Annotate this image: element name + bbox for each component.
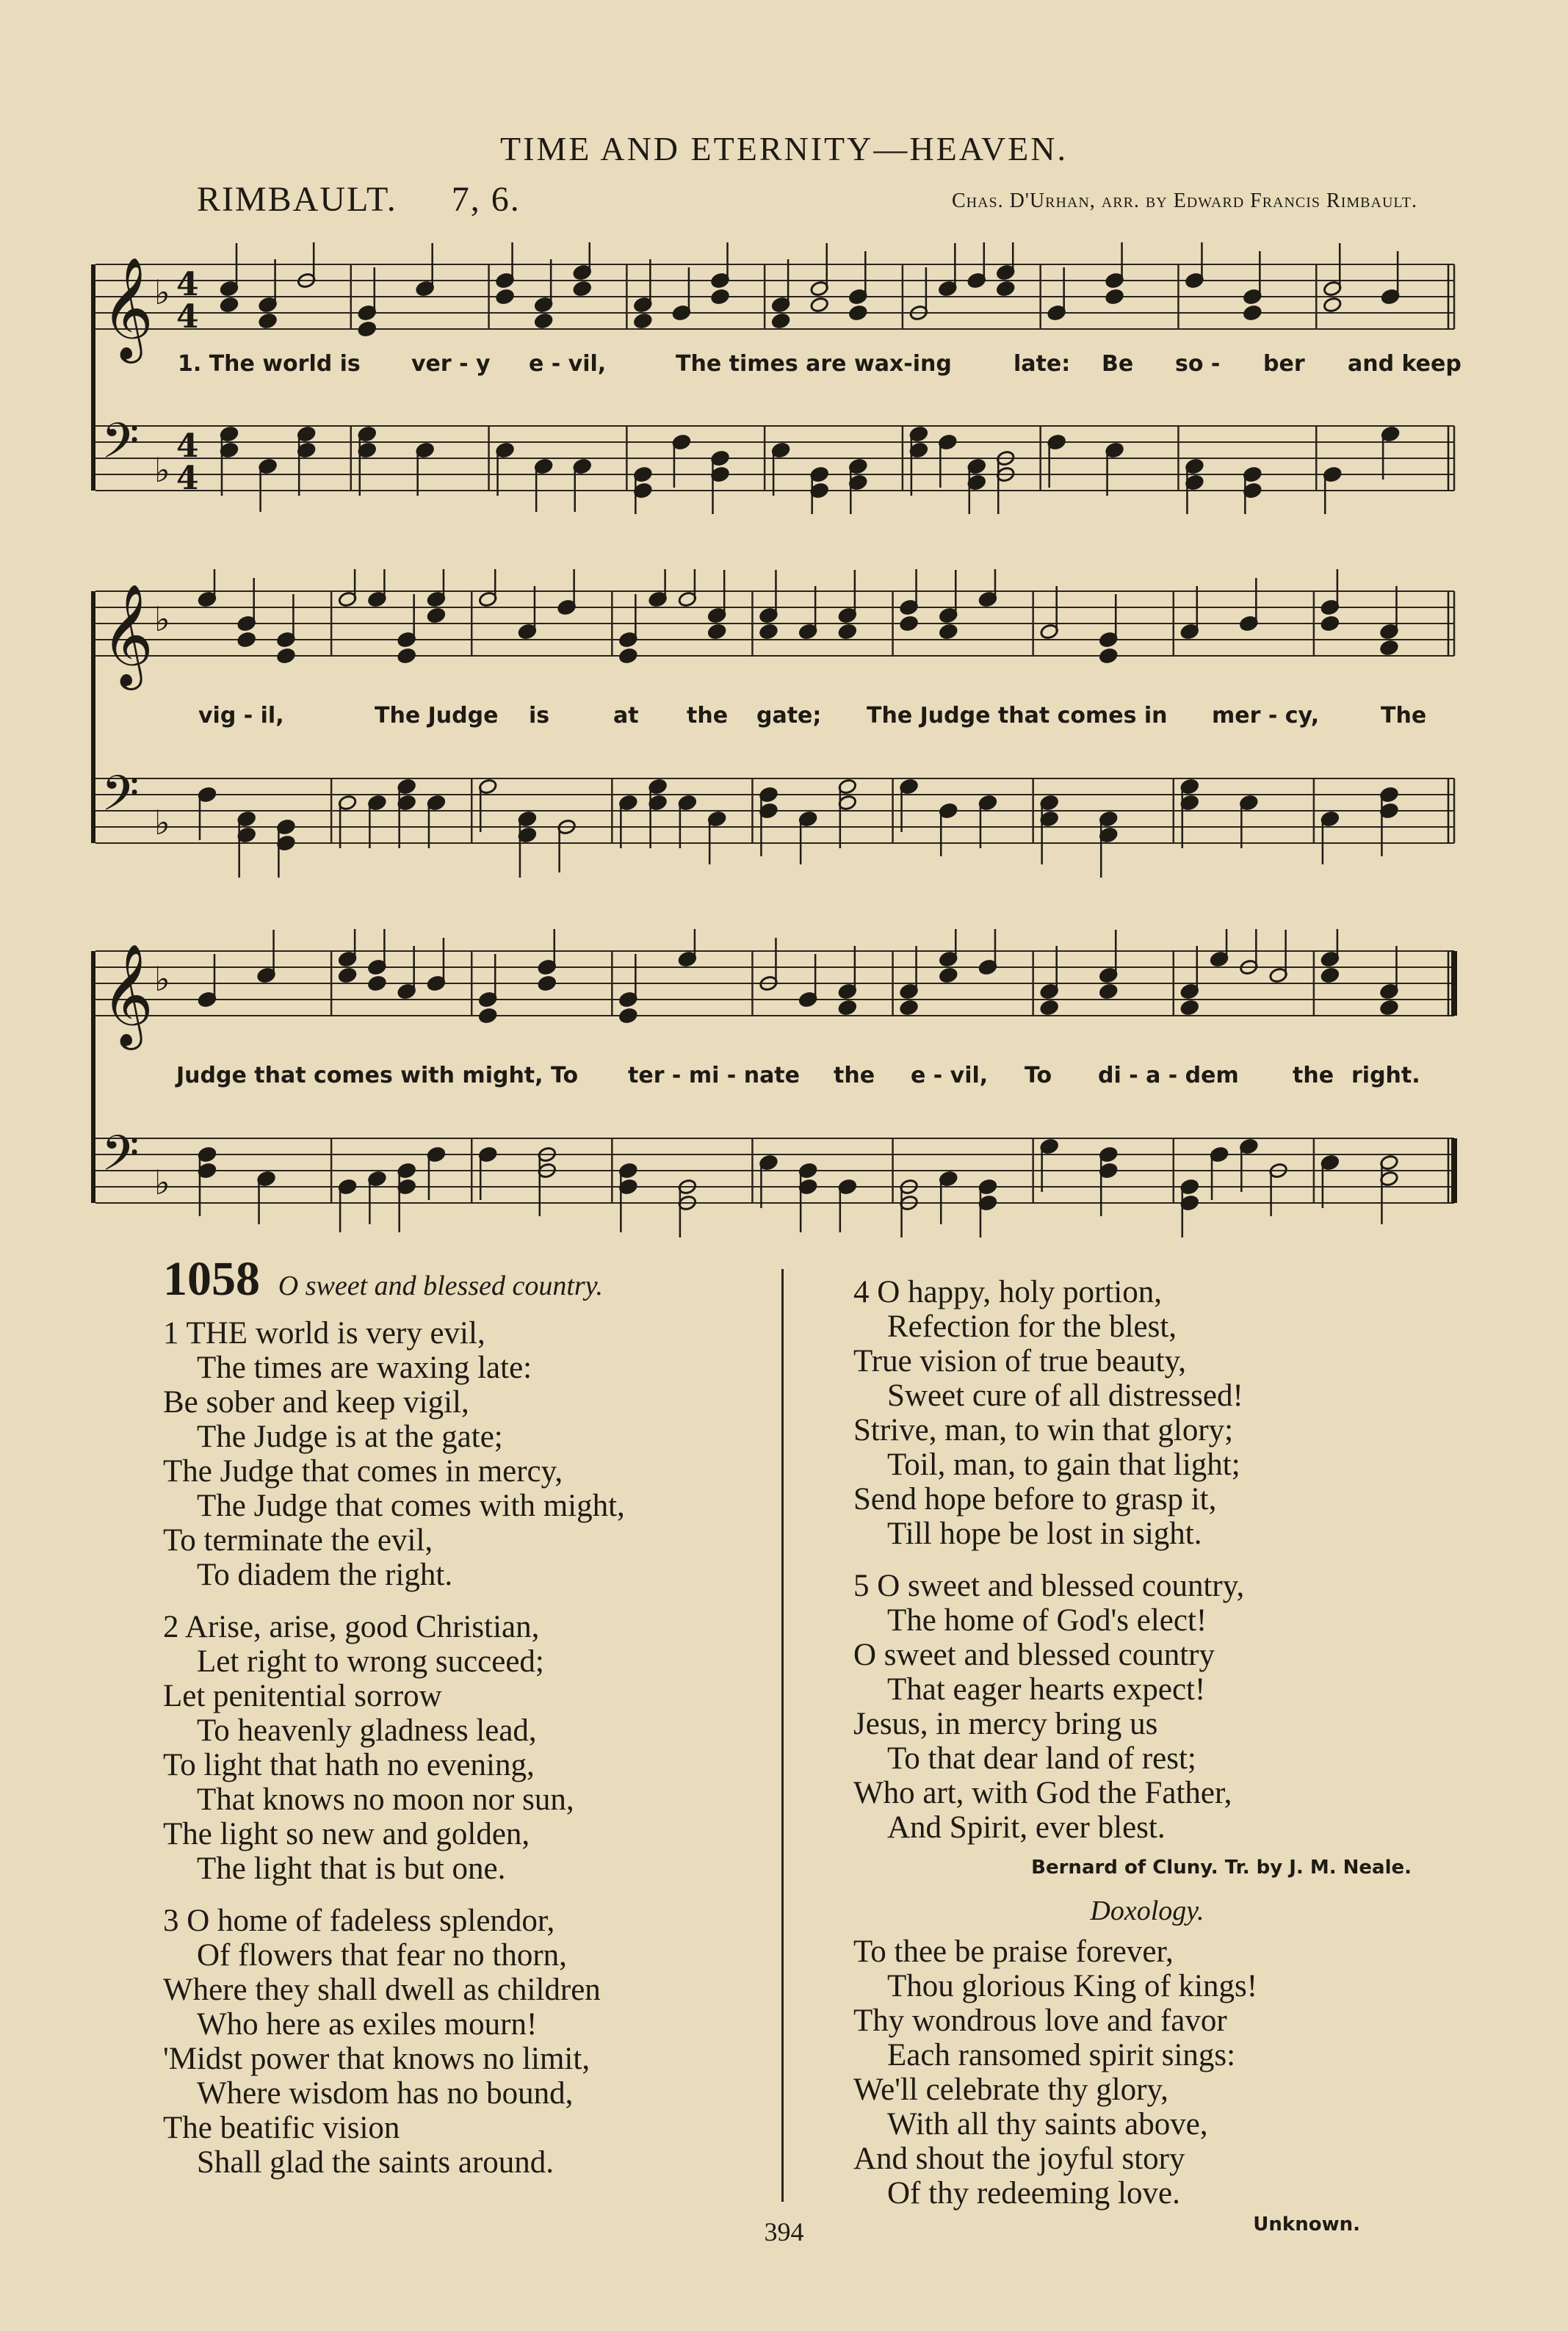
verse-line: That knows no moon nor sun, [197,1782,574,1817]
note-head [276,648,295,665]
note-head [707,624,726,640]
lyrics-line-3 [88,1063,1476,1099]
note-head [397,648,416,665]
lyric-syllable: Be [1102,351,1134,377]
verse-line: True vision of true beauty, [853,1344,1187,1378]
verse-line: Sweet cure of all distressed! [887,1378,1243,1413]
verse-line: The times are waxing late: [197,1351,532,1385]
hymn-subtitle: O sweet and blessed country. [278,1271,603,1301]
verse-text: O home of fadeless splendor, [187,1904,555,1938]
lyric-syllable: e - vil, [529,351,607,377]
note-head [838,624,857,640]
verse-line: We'll celebrate thy glory, [853,2072,1168,2107]
flat-icon: ♭ [154,450,170,490]
verse-line: Of thy redeeming love. [887,2176,1180,2211]
time-signature: 4 [176,298,199,336]
lyric-syllable: gate; [756,703,822,729]
stanza-4 [853,1275,1441,1551]
note-head [1180,1000,1199,1016]
note-head [1320,615,1340,632]
verse-line: With all thy saints above, [887,2107,1208,2142]
verse-line [163,1904,765,1938]
verse-line: Send hope before to grasp it, [853,1482,1217,1517]
stanza-number: 3 [163,1904,179,1938]
bass-clef-icon: 𝄢 [101,413,140,481]
note-head [1323,297,1342,314]
verse-line: And shout the joyful story [853,2142,1185,2176]
note-head [220,297,239,314]
flat-icon: ♭ [154,803,170,842]
stanza-1 [163,1316,765,1592]
verse-line: Who here as exiles mourn! [197,2007,538,2042]
verse-line: And Spirit, ever blest. [887,1810,1166,1845]
verse-line: To light that hath no evening, [163,1748,535,1782]
lyric-syllable: The times are wax-ing [676,351,952,377]
stanza-number: 2 [163,1610,179,1644]
note-head [573,281,592,297]
verse-line: Who art, with God the Father, [853,1776,1232,1810]
note-head [939,624,958,640]
verse-line: Thou glorious King of kings! [887,1969,1258,2003]
note-head [1379,640,1398,657]
verse-line: Jesus, in mercy bring us [853,1707,1158,1741]
flat-icon: ♭ [154,1163,170,1202]
note-head [1379,1000,1398,1016]
note-head [996,281,1015,297]
note-head [1320,967,1340,984]
verse-line: Let right to wrong succeed; [197,1644,544,1679]
verse-line: Where wisdom has no bound, [197,2076,574,2111]
verse-line: To terminate the evil, [163,1523,433,1558]
treble-clef-icon: 𝄞 [101,584,153,686]
doxology [853,1934,1441,2211]
verse-line [853,1569,1441,1603]
verse-line: The Judge that comes in mercy, [163,1454,563,1489]
note-head [1099,983,1118,1000]
composer-credit: Chas. D'Urhan, arr. by Edward Francis Rimbault. [951,189,1417,212]
lyric-syllable: To [1025,1063,1052,1088]
flat-icon: ♭ [154,599,170,639]
lyric-syllable: mer - cy, [1212,703,1320,729]
verse-text: O sweet and blessed country, [877,1569,1245,1603]
hymn-number: 1058 [163,1252,260,1306]
lyric-syllable: right. [1351,1063,1420,1088]
verse-line: To that dear land of rest; [887,1741,1196,1776]
verse-line: Till hope be lost in sight. [887,1517,1202,1551]
verse-line: Strive, man, to win that glory; [853,1413,1234,1448]
note-head [618,1008,637,1024]
text-attribution: Bernard of Cluny. Tr. by J. M. Neale. [1031,1857,1412,1879]
time-signature: 4 [176,427,199,465]
lyric-syllable: late: [1014,351,1071,377]
stanza-number: 4 [853,1275,870,1309]
note-head [358,321,377,338]
lyric-syllable: so - [1175,351,1221,377]
lyric-syllable: Judge that comes with might, To [176,1063,579,1088]
lyric-syllable: is [529,703,550,729]
verse-line [853,1275,1441,1309]
lyric-syllable: the [1293,1063,1334,1088]
verse-line: Thy wondrous love and favor [853,2003,1227,2038]
note-head [759,624,778,640]
verse-line: 'Midst power that knows no limit, [163,2042,590,2076]
verse-line: The light that is but one. [197,1851,506,1886]
note-head [1099,648,1118,665]
note-head [810,297,829,314]
verse-line: Refection for the blest, [887,1309,1177,1344]
lyric-syllable: vig - il, [198,703,284,729]
final-bar-line [1451,1138,1457,1203]
lyric-syllable: ter - mi - nate [628,1063,800,1088]
note-head [534,313,553,330]
note-head [478,1008,497,1024]
music-system-2 [88,569,1476,878]
note-head [538,975,557,992]
note-head [495,289,514,306]
note-head [771,313,790,330]
note-head [237,632,256,648]
verse-line: The light so new and golden, [163,1817,530,1851]
lyric-syllable: 1. The world is [178,351,361,377]
note-head [367,975,386,992]
time-signature: 4 [176,460,199,497]
verse-line: The Judge that comes with might, [197,1489,625,1523]
treble-clef-icon: 𝄞 [101,257,153,359]
verse-line [163,1610,765,1644]
note-head [848,305,867,322]
lyric-syllable: the [687,703,729,729]
note-head [427,607,446,624]
music-system-1 [88,242,1476,514]
stanza-5 [853,1569,1441,1845]
verse-line: Shall glad the saints around. [197,2145,554,2180]
hymn-text-right-column [853,1275,1441,2242]
note-head [838,1000,857,1016]
note-head [899,615,918,632]
lyric-syllable: di - a - dem [1098,1063,1239,1088]
verse-line: The Judge is at the gate; [197,1420,503,1454]
note-head [899,1000,918,1016]
verse-line: Each ransomed spirit sings: [887,2038,1236,2072]
verse-text: Arise, arise, good Christian, [184,1610,540,1644]
verse-line: Be sober and keep vigil, [163,1385,469,1420]
lyrics-line-1 [88,351,1476,388]
column-divider [781,1269,784,2202]
final-bar-line [1451,951,1457,1016]
lyric-syllable: The Judge [375,703,499,729]
lyric-syllable: at [613,703,639,729]
note-head [939,967,958,984]
verse-line: The beatific vision [163,2111,400,2145]
lyrics-line-2 [88,703,1476,740]
lyric-syllable: ver - y [411,351,491,377]
verse-line: Toil, man, to gain that light; [887,1448,1240,1482]
tune-title: RIMBAULT. [197,180,397,219]
time-signature: 4 [176,266,199,303]
lyric-syllable: The Judge that comes in [867,703,1168,729]
verse-text: O happy, holy portion, [877,1275,1163,1309]
note-head [338,967,357,984]
stanza-2 [163,1610,765,1886]
lyric-syllable: e - vil, [911,1063,989,1088]
verse-line: Where they shall dwell as children [163,1973,601,2007]
verse-line [163,1316,765,1351]
flat-icon: ♭ [154,272,170,312]
bass-clef-icon: 𝄢 [101,1125,140,1193]
flat-icon: ♭ [154,959,170,999]
hymn-heading [163,1252,765,1316]
music-system-3 [88,929,1476,1237]
verse-line: Let penitential sorrow [163,1679,442,1713]
lyric-syllable: ber [1263,351,1305,377]
stanza-number: 1 [163,1316,179,1351]
hymn-text-left-column [163,1252,765,2197]
stanza-3 [163,1904,765,2180]
verse-text: THE world is very evil, [186,1316,485,1351]
page-number: 394 [764,2217,804,2247]
verse-line: To diadem the right. [197,1558,453,1592]
verse-line: O sweet and blessed country [853,1638,1215,1672]
note-head [1105,289,1124,306]
lyric-syllable: the [834,1063,875,1088]
stanza-number: 5 [853,1569,870,1603]
note-head [1243,305,1262,322]
meter: 7, 6. [451,180,521,219]
verse-line: To heavenly gladness lead, [197,1713,537,1748]
verse-line: Of flowers that fear no thorn, [197,1938,567,1973]
note-head [618,648,637,665]
lyric-syllable: The [1381,703,1427,729]
doxology-title: Doxology. [1090,1895,1204,1926]
section-title: TIME AND ETERNITY—HEAVEN. [499,130,1069,167]
verse-line: To thee be praise forever, [853,1934,1174,1969]
bass-clef-icon: 𝄢 [101,765,140,834]
doxology-attribution: Unknown. [1253,2213,1360,2236]
treble-clef-icon: 𝄞 [101,944,153,1046]
verse-line: The home of God's elect! [887,1603,1207,1638]
note-head [1040,1000,1059,1016]
note-head [633,313,652,330]
tune-name [197,179,521,220]
verse-line: That eager hearts expect! [887,1672,1206,1707]
lyric-syllable: and keep [1348,351,1462,377]
note-head [259,313,278,330]
note-head [710,289,729,306]
